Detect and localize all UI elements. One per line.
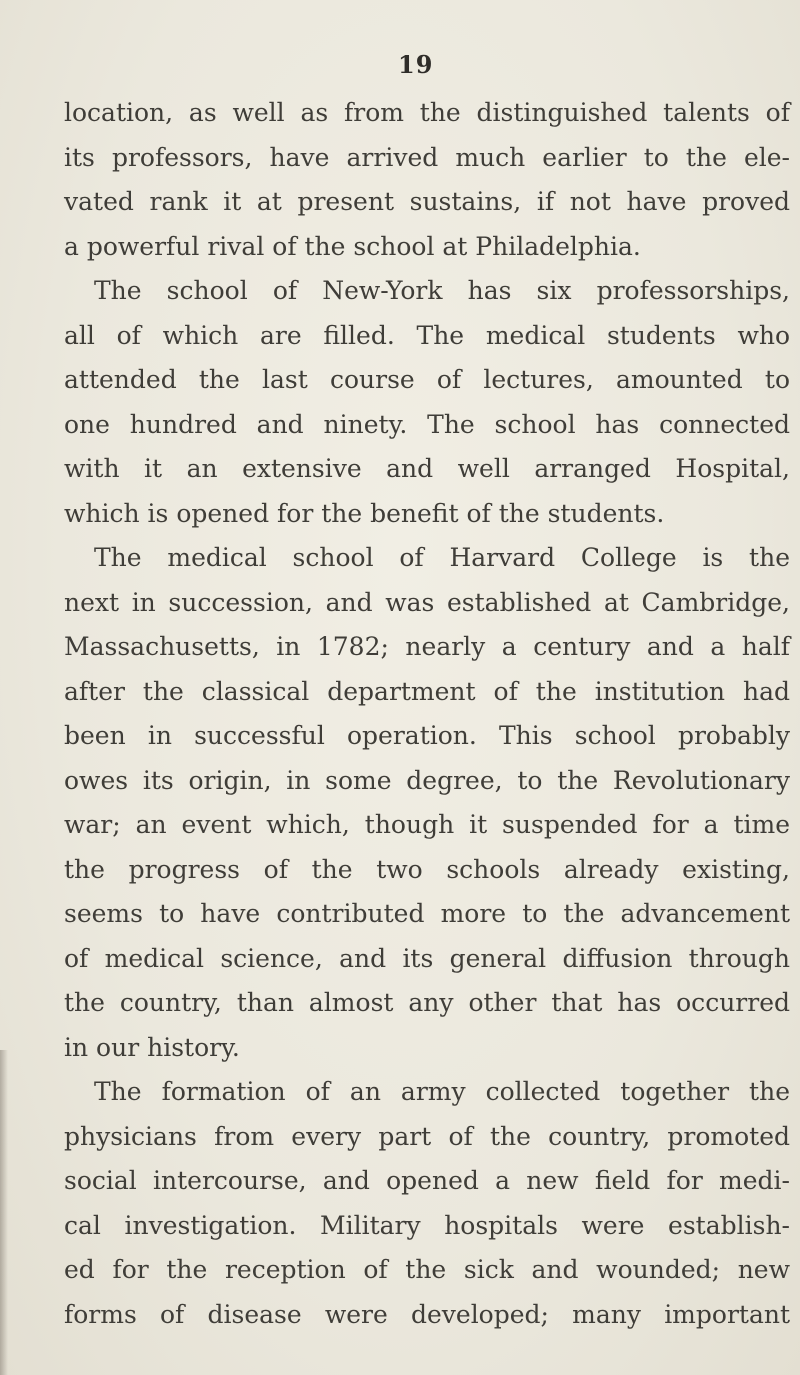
text-line: war; an event which, though it suspended for a time xyxy=(64,810,790,839)
text-line: of medical science, and its general diffusion through xyxy=(64,944,790,973)
text-line: forms of disease were developed; many important xyxy=(64,1300,790,1329)
text-line: physicians from every part of the country, promoted xyxy=(64,1122,790,1151)
text-line: owes its origin, in some degree, to the Revolutionary xyxy=(64,766,790,795)
text-line: vated rank it at present sustains, if not have proved xyxy=(64,187,790,216)
text-line: location, as well as from the distinguished talents of xyxy=(64,98,790,127)
text-line: social intercourse, and opened a new field for medi- xyxy=(64,1166,790,1195)
text-line: a powerful rival of the school at Philadelphia. xyxy=(64,232,641,261)
text-line: which is opened for the benefit of the students. xyxy=(64,499,665,528)
page-number: 19 xyxy=(398,50,434,79)
paragraph-first-line: The school of New-York has six professorships, xyxy=(94,276,790,305)
paragraph-first-line: The medical school of Harvard College is the xyxy=(94,543,790,572)
text-line: ed for the reception of the sick and wounded; new xyxy=(64,1255,790,1284)
text-line: one hundred and ninety. The school has connected xyxy=(64,410,790,439)
text-line: the progress of the two schools already existing, xyxy=(64,855,790,884)
text-line: after the classical department of the institution had xyxy=(64,677,790,706)
text-line: all of which are filled. The medical students who xyxy=(64,321,790,350)
text-line: next in succession, and was established at Cambridge, xyxy=(64,588,790,617)
text-line: seems to have contributed more to the advancement xyxy=(64,899,790,928)
text-line: Massachusetts, in 1782; nearly a century and a half xyxy=(64,632,790,661)
text-line: cal investigation. Military hospitals were establish- xyxy=(64,1211,790,1240)
text-line: the country, than almost any other that has occurred xyxy=(64,988,790,1017)
text-line: its professors, have arrived much earlier to the ele- xyxy=(64,143,790,172)
text-line: with it an extensive and well arranged Hospital, xyxy=(64,454,790,483)
text-line: attended the last course of lectures, amounted to xyxy=(64,365,790,394)
paragraph-first-line: The formation of an army collected together the xyxy=(94,1077,790,1106)
text-line: been in successful operation. This school probably xyxy=(64,721,790,750)
binding-shadow xyxy=(0,1050,8,1375)
text-line: in our history. xyxy=(64,1033,240,1062)
